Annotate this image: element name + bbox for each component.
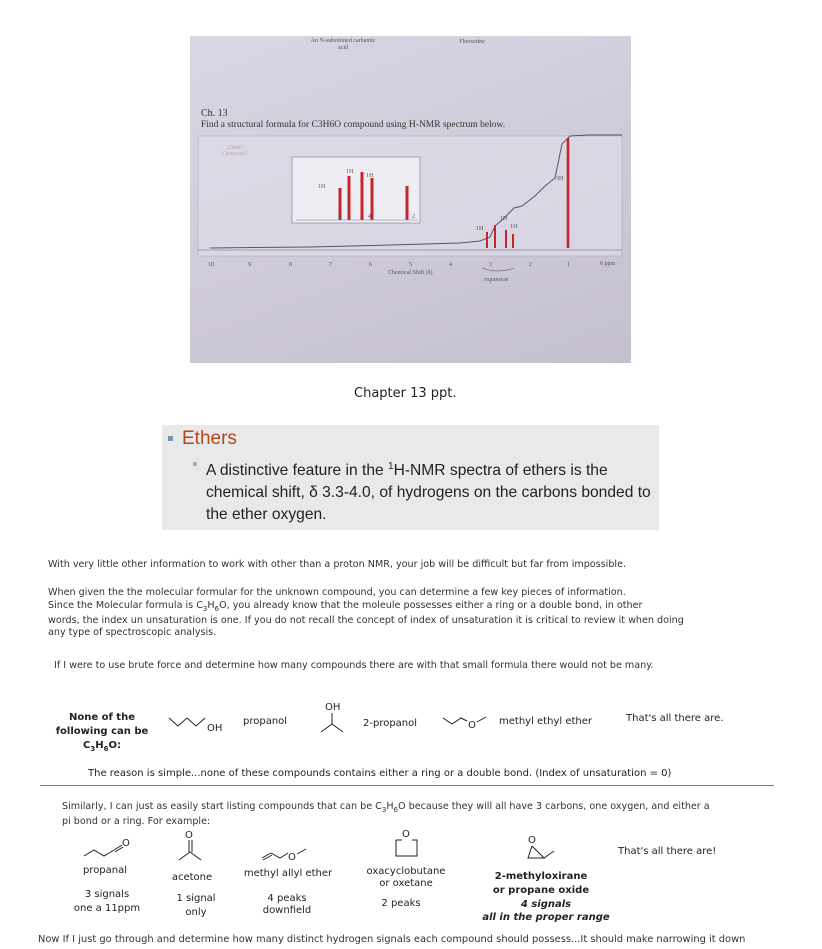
propanol-name: propanol: [243, 716, 288, 727]
none-label: None of the following can be $C_3H_6O$:: [55, 712, 149, 753]
reason-text: The reason is simple...none of these compounds contains either a ring or a double bond. (Index of unsaturation = 0): [88, 768, 672, 779]
propanol-structure: [165, 700, 245, 736]
slide-body: A distinctive feature in the $^1$H-NMR spectra of ethers is the chemical shift, δ 3.3-4.0, of hydrogens on the carbons bonded to the ether oxygen.: [206, 461, 651, 524]
main-peak-label-1: 1H: [476, 226, 484, 232]
paragraph-1: With very little other information to work with other than a proton NMR, your job will be difficult but far from impossible.: [48, 559, 627, 570]
tick-10: 10: [208, 262, 214, 268]
oxetane-structure: [386, 826, 426, 862]
chapter-caption: Chapter 13 ppt.: [354, 386, 457, 401]
integration-label-1: 6: [338, 214, 341, 220]
acetone-note: 1 signal only: [176, 893, 216, 918]
propanal-structure: [78, 836, 136, 862]
axis-title: Chemical Shift (δ): [388, 270, 433, 276]
fluoxetine-label: Fluoxetine: [459, 39, 485, 45]
propanal-o: O: [122, 838, 130, 849]
propanal-note: 3 signals one a 11ppm: [73, 889, 141, 914]
methyl-allyl-note: 4 peaks downfield: [262, 893, 312, 916]
inset-box: [292, 157, 420, 223]
bullet-square-small: [193, 462, 197, 466]
propanal-name: propanal: [82, 865, 128, 876]
oxirane-note: 4 signals all in the proper range: [482, 899, 610, 923]
slide-heading: Ethers: [182, 428, 237, 449]
axis-ticks: [208, 261, 616, 268]
main-peak-label-4: 3H: [556, 176, 564, 182]
last-line: Now If I just go through and determine how many distinct hydrogen signals each compound should possess...It should make narrowing it down: [38, 934, 746, 945]
thats-all-2: That's all there are!: [618, 846, 717, 857]
inset-peak-label-3: 1H: [366, 173, 374, 179]
tick-1: 1: [567, 262, 570, 268]
similarly-paragraph: Similarly, I can just as easily start listing compounds that can be $C_3H_6O$ because they will all have 3 carbons, one oxygen, and either a pi bond or a ring. For example:: [62, 801, 710, 828]
question-text: Find a structural formula for C3H6O compound using H-NMR spectrum below.: [201, 120, 506, 130]
tick-8: 8: [289, 262, 292, 268]
tick-5: 5: [409, 262, 412, 268]
two-propanol-name: 2-propanol: [363, 718, 418, 729]
paragraph-2: When given the the molecular formular for the unknown compound, you can determine a few key pieces of information. Since the Molecular formula is $C_3H_6O$, you already know that the moleule possesses either a ring or a double bond, in other words, the index un unsaturation is one. If you do not recall the concept of index of unsaturation it is critical to review it when doing any type of spectroscopic analysis.: [48, 587, 684, 639]
oxirane-structure: [518, 832, 562, 866]
nmr-spectrum: [190, 36, 631, 363]
ether-o: O: [468, 720, 476, 731]
acetone-name: acetone: [171, 872, 213, 883]
methyl-allyl-ether-name: methyl allyl ether: [243, 868, 333, 879]
oxetane-o: O: [402, 829, 410, 840]
tick-2: 2: [529, 262, 532, 268]
acetone-structure: [170, 828, 210, 868]
tick-7: 7: [329, 262, 332, 268]
two-propanol-structure: [308, 698, 356, 740]
propanol-bonds: [169, 718, 205, 726]
oxirane-name: 2-methyloxirane or propane oxide: [492, 871, 590, 896]
acetone-o: O: [185, 830, 193, 841]
integration-label-3: 2: [412, 214, 415, 220]
oxetane-name: oxacyclobutane or oxetane: [366, 866, 446, 889]
oxirane-o: O: [528, 835, 536, 846]
tick-0: 0 ppm: [600, 261, 616, 267]
inset-peak-label-2: 1H: [346, 169, 354, 175]
integration-label-2: 4: [368, 214, 371, 220]
inset-peak-label-1: 1H: [318, 184, 326, 190]
methyl-ethyl-ether-name: methyl ethyl ether: [499, 716, 592, 727]
methyl-allyl-ether-structure: [258, 842, 322, 866]
bullet-square: [168, 436, 173, 441]
ethers-slide: [162, 425, 659, 530]
main-peak-label-3: 1H: [510, 224, 518, 230]
acid-label: An N-substituted carbamic acid: [310, 38, 376, 51]
tick-9: 9: [248, 262, 251, 268]
propanol-oh: OH: [207, 723, 223, 734]
main-peak-label-2: 1H: [500, 216, 508, 222]
methyl-ethyl-ether-structure: [440, 704, 494, 736]
thats-all-1: That's all there are.: [626, 713, 724, 724]
chapter-label: Ch. 13: [201, 108, 228, 119]
oxetane-note: 2 peaks: [381, 898, 421, 909]
textbook-photo: [190, 36, 631, 363]
paragraph-3: If I were to use brute force and determine how many compounds there are with that small formula there would not be many.: [54, 660, 654, 671]
expansion-label: expansion: [484, 277, 509, 283]
allyl-o: O: [288, 852, 296, 863]
tick-3: 3: [489, 262, 492, 268]
two-propanol-oh: OH: [325, 702, 341, 713]
tick-6: 6: [369, 262, 372, 268]
divider: [40, 785, 774, 786]
tick-4: 4: [449, 262, 452, 268]
